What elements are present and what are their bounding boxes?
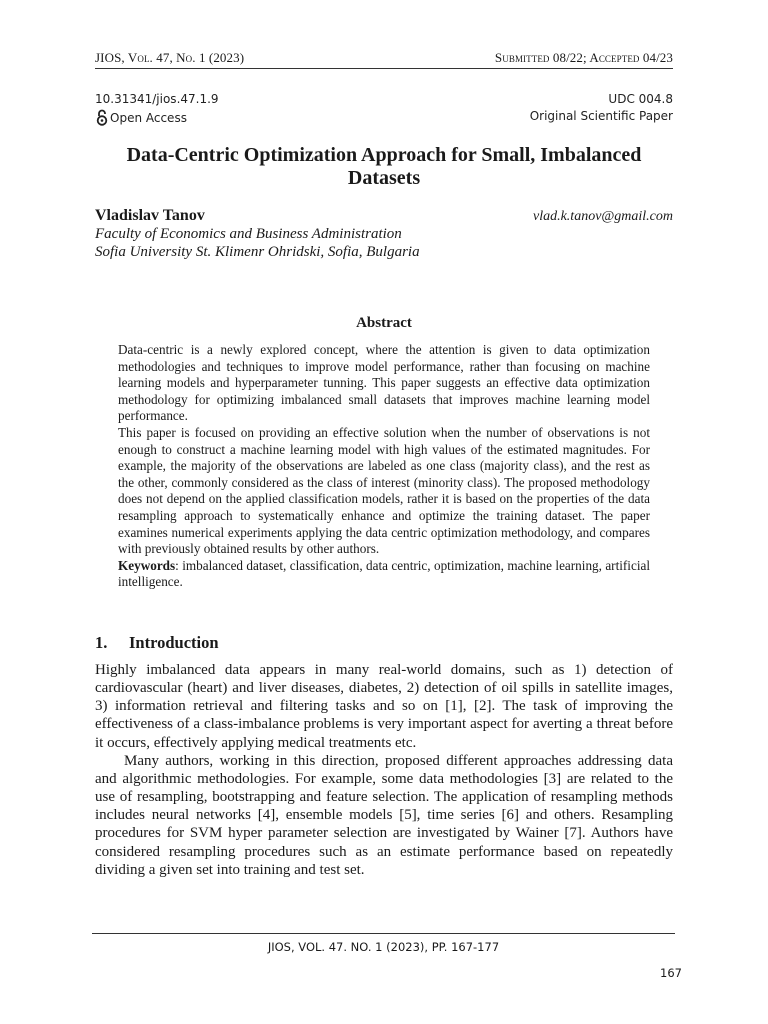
udc-code: UDC 004.8: [608, 92, 673, 106]
open-access-badge: [95, 109, 187, 126]
abstract-paragraph: This paper is focused on providing an effective solution when the number of observations is not enough to construct a machine learning model with high values of the estimated magnitudes. For example, the majority of the observations are labeled as one class (majority class), and the rest as the other, commonly considered as the class of interest (minority class). The proposed methodology does not depend on the applied classification models, rather it is based on the properties of the data resampling approach to systematically enhance and optimize the training dataset. The paper examines numerical experiments applying the data centric optimization methodology, and compares with previously obtained results by other authors.: [118, 424, 650, 557]
header-rule: [95, 68, 673, 69]
running-header-dates: Submitted 08/22; Accepted 04/23: [494, 50, 673, 65]
keywords-label: Keywords: [118, 557, 176, 573]
meta-row-2: [95, 109, 673, 126]
keywords-list: : imbalanced dataset, classification, data centric, optimization, machine learning, artificial intelligence.: [118, 557, 650, 590]
running-header-journal: JIOS, Vol. 47, No. 1 (2023): [95, 50, 245, 65]
section-number: 1.: [95, 633, 108, 652]
author-affiliation-faculty: Faculty of Economics and Business Administration: [95, 226, 402, 242]
abstract-paragraph: Data-centric is a newly explored concept, where the attention is given to data optimization methodologies and techniques to improve model performance, rather than focusing on machine learning models and hyperparameter tunning. This paper suggests an effective data optimization methodology for optimizing imbalanced small datasets that improves machine learning model performance.: [118, 342, 650, 424]
abstract-body: [118, 342, 650, 591]
paper-title: Data-Centric Optimization Approach for Small, Imbalanced Datasets: [126, 144, 642, 189]
keywords: [118, 558, 650, 591]
footer-rule: [92, 933, 675, 934]
meta-row-1: [95, 92, 673, 106]
paper-type: Original Scientific Paper: [529, 109, 673, 123]
section-heading-introduction: [95, 633, 673, 653]
author-row: [95, 207, 673, 225]
abstract-heading: Abstract: [356, 315, 412, 331]
page-number: 167: [660, 966, 682, 980]
footer-citation: JIOS, VOL. 47. NO. 1 (2023), PP. 167-177: [267, 940, 500, 954]
section-title: Introduction: [129, 633, 219, 652]
author-name: Vladislav Tanov: [95, 207, 205, 224]
author-email[interactable]: vlad.k.tanov@gmail.com: [532, 209, 673, 224]
running-header: [95, 50, 673, 66]
open-access-label: Open Access: [110, 110, 187, 125]
introduction-body: [95, 661, 673, 879]
author-affiliation-university: Sofia University St. Klimenr Ohridski, Sofia, Bulgaria: [95, 244, 420, 260]
open-lock-icon: [95, 109, 109, 126]
body-paragraph: Highly imbalanced data appears in many real-world domains, such as 1) detection of cardiovascular (heart) and liver diseases, diabetes, 2) detection of oil spills in satellite images, 3) information retrieval and filtering tasks and so on [1], [2]. The task of improving the effectiveness of a class-imbalance problems is very important aspect for averting a threat before it occurs, effectively applying medical treatments etc.: [95, 662, 673, 751]
body-paragraph: Many authors, working in this direction, proposed different approaches addressing data and algorithmic methodologies. For example, some data methodologies [3] are related to the use of resampling, bootstrapping and feature selection. The application of resampling methods includes neural networks [4], ensemble models [5], time series [6] and others. Resampling procedures for SVM hyper parameter selection are investigated by Wainer [7]. Authors have considered resampling procedures such as an estimate performance based on repeatedly dividing a given set into training and test set.: [95, 752, 673, 878]
doi[interactable]: 10.31341/jios.47.1.9: [95, 92, 219, 106]
